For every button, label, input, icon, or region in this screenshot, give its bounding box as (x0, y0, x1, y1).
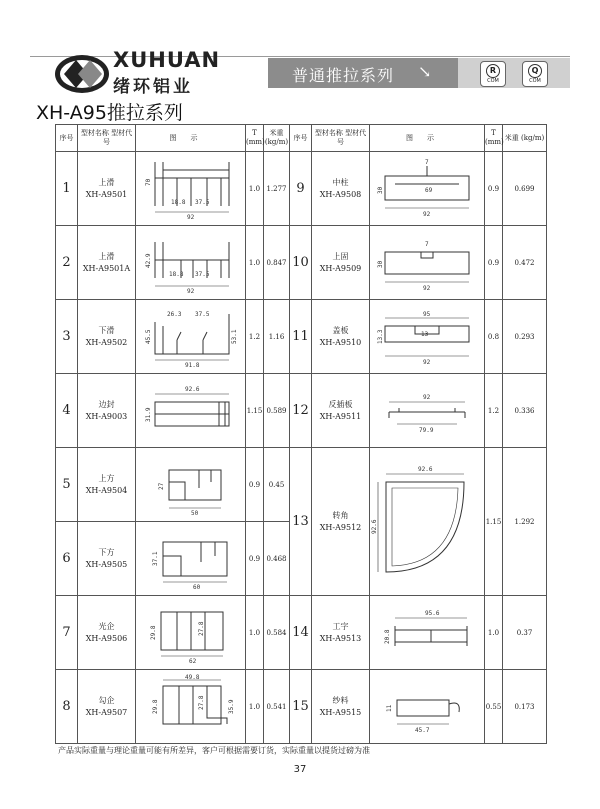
profile-drawing (370, 152, 485, 226)
profile-drawing (370, 670, 485, 744)
footnote: 产品实际重量与理论重量可能有所差异，客户可根据需要订货，实际重量以提货过磅为准 (58, 746, 370, 755)
col-weight: 米重 (kg/m) (503, 125, 547, 152)
table-row: 3 下滑 XH-A9502 26.3 37.5 45.5 53.1 91.8 1.2 1.16 11 盖板 XH-A9510 95 13 13.3 92 0.8 0.293 (56, 300, 547, 374)
svg-text:45.5: 45.5 (144, 329, 152, 344)
profile-drawing (136, 596, 246, 670)
svg-text:18.8: 18.8 (170, 198, 185, 206)
svg-text:13: 13 (421, 330, 429, 338)
svg-text:37.5: 37.5 (194, 270, 209, 278)
table-header-row (56, 125, 547, 152)
svg-text:49.8: 49.8 (184, 673, 199, 681)
svg-text:30: 30 (377, 260, 384, 268)
svg-text:27.8: 27.8 (197, 695, 205, 710)
svg-text:20.8: 20.8 (384, 629, 391, 644)
profile-drawing (136, 670, 246, 744)
col-no: 序号 (290, 125, 312, 152)
svg-text:92: 92 (423, 210, 431, 218)
svg-text:27: 27 (157, 482, 165, 490)
svg-text:92: 92 (423, 393, 431, 401)
svg-text:37.1: 37.1 (151, 551, 159, 566)
quality-badge-icon: Q COM (522, 61, 548, 87)
svg-text:92.6: 92.6 (371, 519, 378, 534)
col-no: 序号 (56, 125, 78, 152)
svg-text:45.7: 45.7 (415, 726, 430, 734)
svg-text:70: 70 (144, 178, 152, 186)
svg-text:92.6: 92.6 (418, 465, 433, 473)
svg-text:35.9: 35.9 (227, 699, 235, 714)
page-title: XH-A95推拉系列 (36, 102, 183, 124)
svg-text:18.8: 18.8 (168, 270, 183, 278)
svg-text:42.9: 42.9 (144, 253, 152, 268)
svg-text:92: 92 (186, 287, 194, 295)
svg-text:60: 60 (192, 583, 200, 591)
profile-table (55, 124, 547, 744)
svg-text:7: 7 (425, 158, 429, 166)
col-name: 型材名称 型材代号 (78, 125, 136, 152)
svg-text:92: 92 (423, 358, 431, 366)
svg-text:50: 50 (190, 509, 198, 517)
svg-text:62: 62 (188, 657, 196, 665)
col-figure: 图示 (370, 125, 485, 152)
arrow-down-right-icon: ↘ (418, 62, 432, 81)
svg-text:30: 30 (377, 186, 384, 194)
table-row: 6 下方 XH-A9505 37.1 60 0.9 0.468 (56, 522, 547, 596)
profile-drawing (370, 448, 485, 596)
profile-drawing (370, 226, 485, 300)
svg-text:11: 11 (386, 704, 393, 712)
table-row: 1 上滑 XH-A9501 70 18.8 37.5 92 1.0 1.277 9 中柱 XH-A9508 7 30 69 92 0.9 0.699 (56, 152, 547, 226)
svg-text:92: 92 (186, 213, 194, 221)
profile-drawing (370, 300, 485, 374)
col-figure: 图示 (136, 125, 246, 152)
profile-drawing (370, 374, 485, 448)
svg-text:31.9: 31.9 (144, 407, 152, 422)
svg-text:79.9: 79.9 (419, 426, 434, 434)
profile-drawing (136, 152, 246, 226)
svg-text:91.8: 91.8 (184, 361, 199, 369)
svg-text:26.3: 26.3 (166, 310, 181, 318)
profile-drawing (136, 226, 246, 300)
svg-text:13.3: 13.3 (377, 329, 384, 344)
col-name: 型材名称 型材代号 (312, 125, 370, 152)
svg-text:37.5: 37.5 (194, 310, 209, 318)
table-row: 5 上方 XH-A9504 27 50 0.9 0.45 13 转角 XH-A9512 92.6 92.6 1.15 1.292 (56, 448, 547, 522)
profile-drawing (136, 374, 246, 448)
svg-text:7: 7 (425, 240, 429, 248)
svg-text:29.8: 29.8 (151, 699, 159, 714)
col-weight: 米重 (kg/m) (264, 125, 290, 152)
svg-text:92: 92 (423, 284, 431, 292)
brand-name-chinese: 绪环铝业 (113, 77, 193, 97)
svg-text:37.5: 37.5 (194, 198, 209, 206)
svg-text:27.8: 27.8 (197, 621, 205, 636)
table-row: 7 光企 XH-A9506 29.8 27.8 62 1.0 0.584 14 工字 XH-A9513 95.6 20.8 1.0 0.37 (56, 596, 547, 670)
profile-drawing (370, 596, 485, 670)
col-thickness: T (mm) (246, 125, 264, 152)
series-tab (268, 58, 458, 88)
table-row: 8 勾企 XH-A9507 49.8 29.8 27.8 35.9 1.0 0.541 15 纱料 XH-A9515 11 45.7 0.55 0.173 (56, 670, 547, 744)
profile-drawing (136, 300, 246, 374)
svg-text:69: 69 (425, 186, 433, 194)
svg-text:95.6: 95.6 (425, 609, 440, 617)
page-number: 37 (293, 764, 307, 775)
svg-text:29.8: 29.8 (149, 625, 157, 640)
svg-text:53.1: 53.1 (230, 329, 238, 344)
series-tab-label: 普通推拉系列 (292, 66, 395, 85)
certification-badges (458, 58, 570, 88)
brand-name-english: XUHUAN (113, 48, 221, 72)
profile-drawing (136, 448, 246, 522)
registered-badge-icon: R COM (480, 61, 506, 87)
col-thickness: T (mm) (485, 125, 503, 152)
svg-text:92.6: 92.6 (184, 385, 199, 393)
table-row: 4 边封 XH-A9003 92.6 31.9 1.15 0.589 12 反插板 XH-A9511 92 79.9 1.2 0.336 (56, 374, 547, 448)
table-row: 2 上滑 XH-A9501A 42.9 18.8 37.5 92 1.0 0.847 10 上固 XH-A9509 7 30 92 0.9 0.472 (56, 226, 547, 300)
svg-text:95: 95 (423, 310, 431, 318)
profile-drawing (136, 522, 246, 596)
